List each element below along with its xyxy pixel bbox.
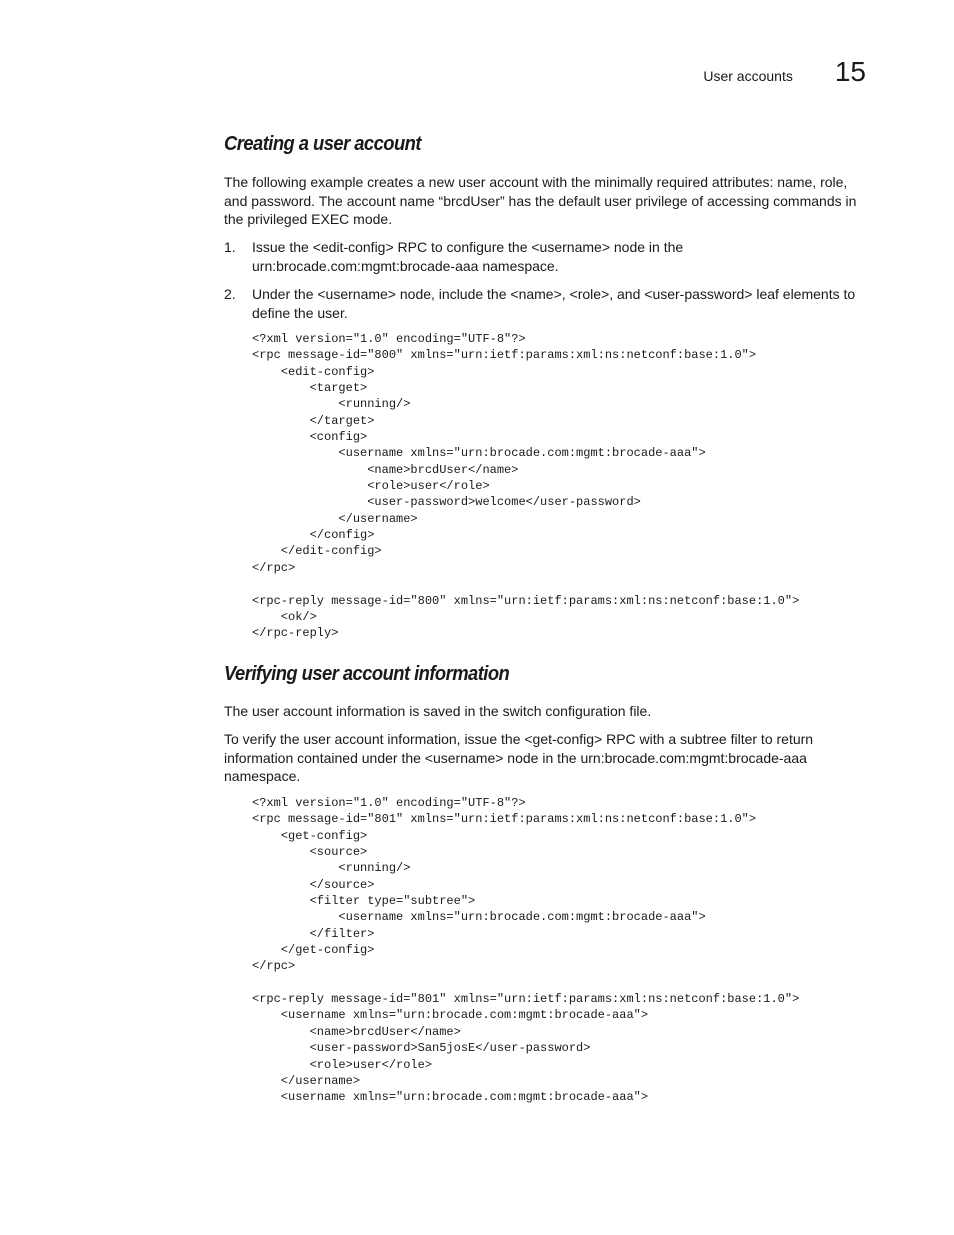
code-block-edit-config: <?xml version="1.0" encoding="UTF-8"?> <rpc message-id="800" xmlns="urn:ietf:params:xml:ns:netconf:base:1.0"> <edit-config> <target> <running/> </target> <config> <username xmlns="urn:brocade.com:mgmt:brocade-aaa"> <name>brcdUser</name> <role>user</role> <user-password>welcome</user-password> </username> </config> </edit-config> </rpc> <rpc-reply message-id="800" xmlns="urn:ietf:params:xml:ns:netconf:base:1.0"> <ok/> </rpc-reply> <box>252 332 800 641</box>
section-title-verifying: Verifying user account information <box>224 663 510 685</box>
step-number: 2. <box>224 286 236 302</box>
section-title-creating: Creating a user account <box>224 133 421 155</box>
chapter-number: 15 <box>834 56 866 87</box>
step-number: 1. <box>224 239 236 255</box>
intro-paragraph: The following example creates a new user account with the minimally required attributes: name, role, and password. The account name “brcdUser” has the default user privilege of accessing commands in the privileged EXEC mode. <box>224 174 857 227</box>
verify-paragraph-2: To verify the user account information, issue the <get-config> RPC with a subtree filter to return information contained under the <username> node in the urn:brocade.com:mgmt:brocade-aaa namespace. <box>224 731 814 784</box>
verify-paragraph-1: The user account information is saved in the switch configuration file. <box>224 703 652 719</box>
code-block-get-config: <?xml version="1.0" encoding="UTF-8"?> <rpc message-id="801" xmlns="urn:ietf:params:xml:ns:netconf:base:1.0"> <get-config> <source> <running/> </source> <filter type="subtree"> <username xmlns="urn:brocade.com:mgmt:brocade-aaa"> </filter> </get-config> </rpc> <rpc-reply message-id="801" xmlns="urn:ietf:params:xml:ns:netconf:base:1.0"> <username xmlns="urn:brocade.com:mgmt:brocade-aaa"> <name>brcdUser</name> <user-password>San5josE</user-password> <role>user</role> </username> <username xmlns="urn:brocade.com:mgmt:brocade-aaa"> <box>252 796 800 1105</box>
step-2 <box>224 285 864 322</box>
step-text: Issue the <edit-config> RPC to configure the <username> node in the urn:brocade.com:mgmt:brocade-aaa namespace. <box>252 239 684 274</box>
step-1 <box>224 238 864 275</box>
running-title: User accounts <box>703 68 793 84</box>
page-header <box>703 56 866 88</box>
step-text: Under the <username> node, include the <name>, <role>, and <user-password> leaf elements to define the user. <box>252 286 856 321</box>
